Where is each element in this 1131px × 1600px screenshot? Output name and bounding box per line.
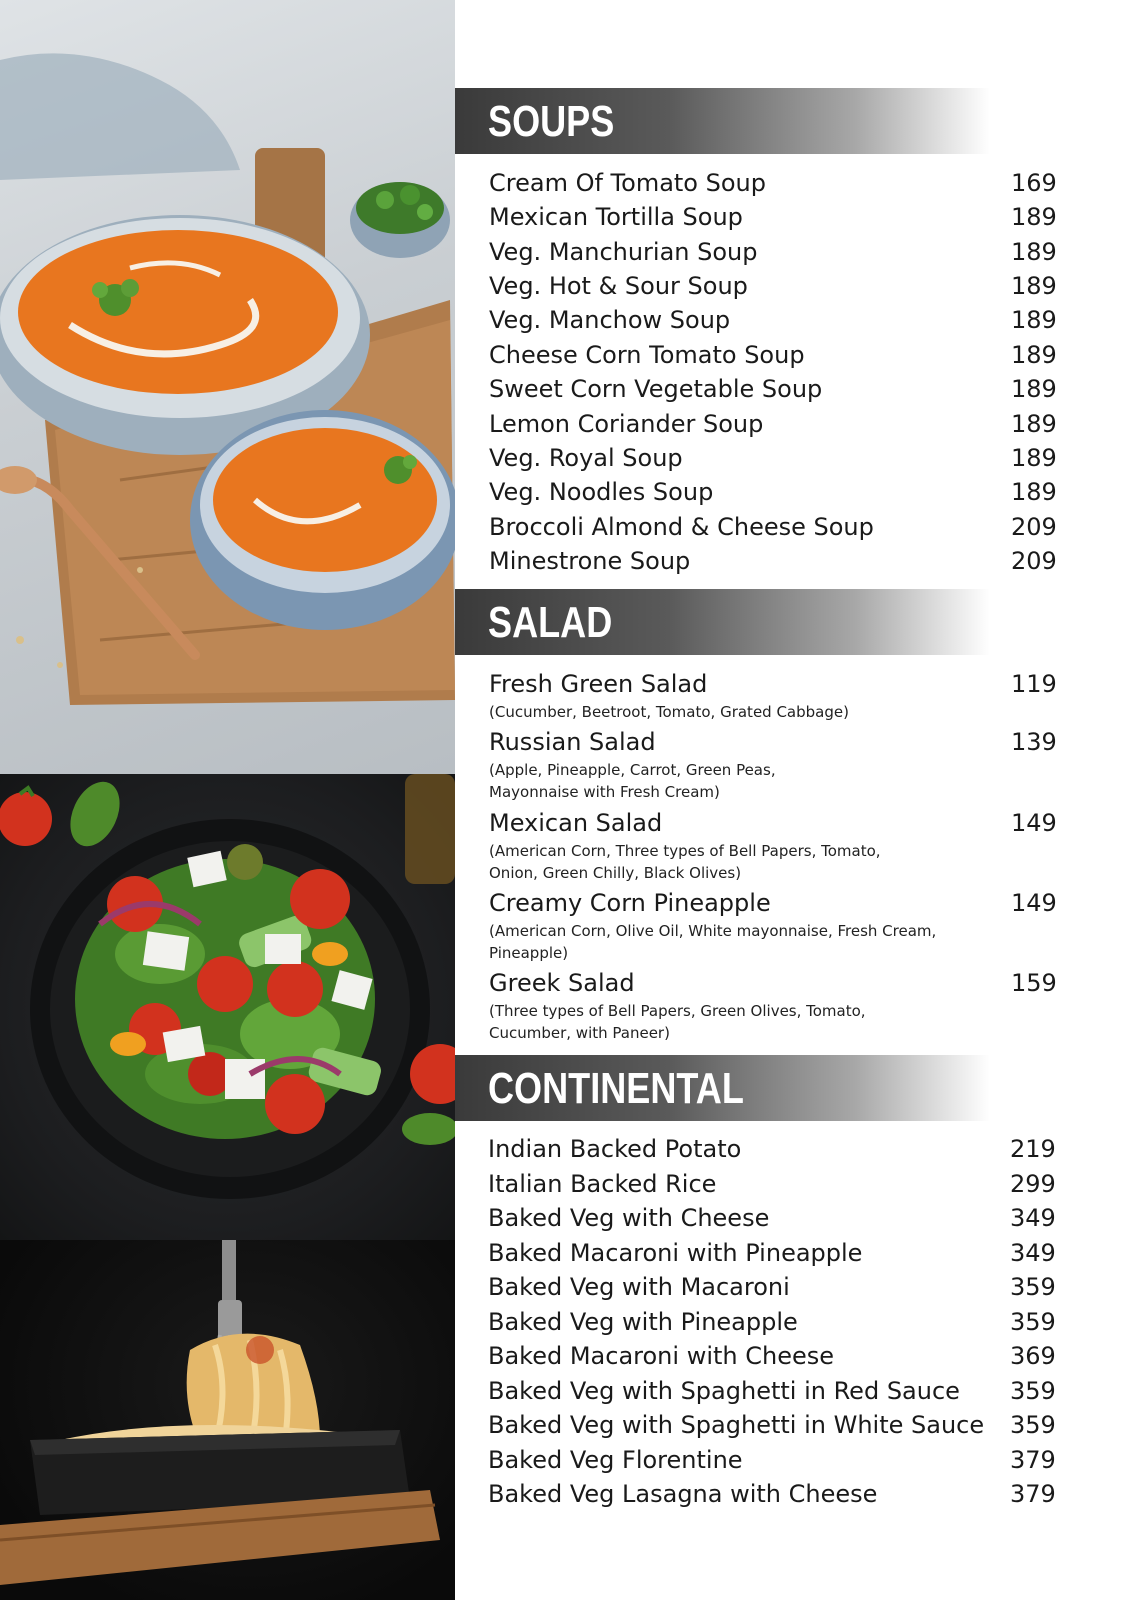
item-name: Mexican Tortilla Soup [489, 203, 743, 231]
item-description: (Three types of Bell Papers, Green Olives, Tomato, Cucumber, with Paneer) [489, 1002, 866, 1042]
item-price: 159 [1011, 969, 1057, 997]
item-name: Baked Veg with Spaghetti in White Sauce [488, 1411, 985, 1439]
item-name: Veg. Manchurian Soup [489, 238, 758, 266]
menu-panel [455, 0, 1131, 1600]
item-price: 189 [1011, 272, 1057, 300]
item-price: 359 [1010, 1308, 1056, 1336]
soups-title: SOUPS [488, 97, 615, 146]
item-name: Russian Salad [489, 728, 656, 756]
item-name: Baked Veg with Cheese [488, 1204, 770, 1232]
item-name: Fresh Green Salad [489, 670, 708, 698]
item-price: 149 [1011, 889, 1057, 917]
item-description: (American Corn, Three types of Bell Papers, Tomato, Onion, Green Chilly, Black Olives) [489, 842, 881, 882]
item-name: Baked Veg Florentine [488, 1446, 743, 1474]
item-name: Italian Backed Rice [488, 1170, 717, 1198]
item-price: 209 [1011, 547, 1057, 575]
salad-header [455, 589, 990, 655]
item-description: (Cucumber, Beetroot, Tomato, Grated Cabbage) [489, 703, 849, 721]
item-name: Baked Veg Lasagna with Cheese [488, 1480, 878, 1508]
item-name: Minestrone Soup [489, 547, 691, 575]
item-name: Broccoli Almond & Cheese Soup [489, 513, 874, 541]
item-name: Creamy Corn Pineapple [489, 889, 771, 917]
photo-column [0, 0, 455, 1600]
item-name: Veg. Manchow Soup [489, 306, 731, 334]
item-description: (American Corn, Olive Oil, White mayonnaise, Fresh Cream, Pineapple) [489, 922, 937, 962]
item-price: 189 [1011, 444, 1057, 472]
soups-header [455, 88, 990, 154]
item-name: Mexican Salad [489, 809, 663, 837]
item-price: 349 [1010, 1239, 1056, 1267]
item-price: 379 [1010, 1480, 1056, 1508]
item-price: 359 [1010, 1377, 1056, 1405]
item-name: Veg. Royal Soup [489, 444, 683, 472]
item-price: 119 [1011, 670, 1057, 698]
item-name: Veg. Noodles Soup [489, 478, 714, 506]
item-description: (Apple, Pineapple, Carrot, Green Peas, Mayonnaise with Fresh Cream) [489, 761, 776, 801]
item-price: 299 [1010, 1170, 1056, 1198]
item-price: 139 [1011, 728, 1057, 756]
salad-photo [0, 774, 455, 1240]
item-price: 189 [1011, 203, 1057, 231]
item-price: 189 [1011, 478, 1057, 506]
item-price: 189 [1011, 410, 1057, 438]
item-price: 189 [1011, 375, 1057, 403]
item-name: Lemon Coriander Soup [489, 410, 764, 438]
item-price: 359 [1010, 1411, 1056, 1439]
item-name: Baked Macaroni with Cheese [488, 1342, 835, 1370]
item-name: Greek Salad [489, 969, 635, 997]
item-name: Indian Backed Potato [488, 1135, 742, 1163]
continental-title: CONTINENTAL [488, 1064, 744, 1113]
item-name: Baked Veg with Macaroni [488, 1273, 790, 1301]
item-price: 189 [1011, 238, 1057, 266]
pasta-photo [0, 1240, 455, 1600]
item-price: 149 [1011, 809, 1057, 837]
item-name: Baked Veg with Pineapple [488, 1308, 798, 1336]
item-name: Baked Veg with Spaghetti in Red Sauce [488, 1377, 960, 1405]
item-price: 189 [1011, 341, 1057, 369]
item-name: Cream Of Tomato Soup [489, 169, 766, 197]
item-price: 219 [1010, 1135, 1056, 1163]
item-price: 209 [1011, 513, 1057, 541]
item-name: Cheese Corn Tomato Soup [489, 341, 805, 369]
item-name: Veg. Hot & Sour Soup [489, 272, 748, 300]
item-price: 169 [1011, 169, 1057, 197]
salad-title: SALAD [488, 598, 613, 647]
item-name: Baked Macaroni with Pineapple [488, 1239, 863, 1267]
item-price: 379 [1010, 1446, 1056, 1474]
continental-header [455, 1055, 990, 1121]
soup-photo [0, 0, 455, 774]
item-price: 189 [1011, 306, 1057, 334]
item-price: 349 [1010, 1204, 1056, 1232]
item-price: 369 [1010, 1342, 1056, 1370]
item-name: Sweet Corn Vegetable Soup [489, 375, 823, 403]
item-price: 359 [1010, 1273, 1056, 1301]
